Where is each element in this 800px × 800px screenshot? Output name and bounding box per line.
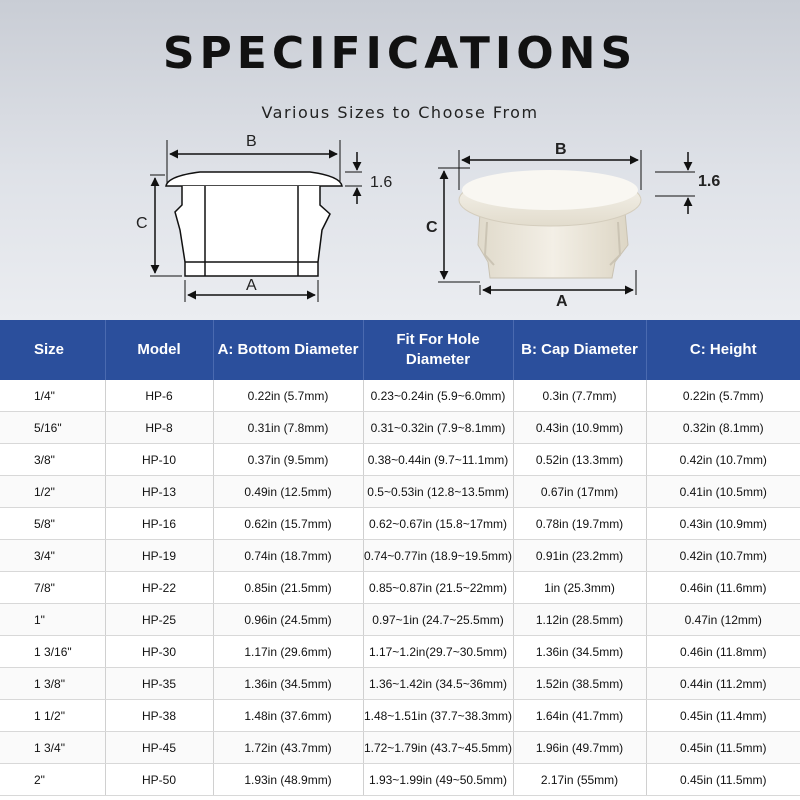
cell-bottom-diameter: 0.37in (9.5mm) <box>213 444 363 476</box>
cell-size: 1 3/16" <box>0 636 105 668</box>
cell-height: 0.22in (5.7mm) <box>646 380 800 412</box>
diagram-left-label-b: B <box>246 133 257 150</box>
cell-size: 3/4" <box>0 540 105 572</box>
table-row <box>0 508 800 540</box>
diagram-right-label-thickness: 1.6 <box>698 173 721 190</box>
diagram-left-label-a: A <box>246 277 257 294</box>
cell-bottom-diameter: 0.74in (18.7mm) <box>213 540 363 572</box>
column-header-size: Size <box>0 320 105 380</box>
cell-size: 3/8" <box>0 444 105 476</box>
cell-cap-diameter: 1.12in (28.5mm) <box>513 604 646 636</box>
cell-cap-diameter: 1.52in (38.5mm) <box>513 668 646 700</box>
table-row <box>0 476 800 508</box>
cell-cap-diameter: 0.43in (10.9mm) <box>513 412 646 444</box>
cell-size: 5/16" <box>0 412 105 444</box>
cell-size: 7/8" <box>0 572 105 604</box>
page-title: SPECIFICATIONS <box>162 28 638 79</box>
cell-size: 1 3/4" <box>0 732 105 764</box>
cell-hole-diameter: 0.38~0.44in (9.7~11.1mm) <box>363 444 513 476</box>
cell-height: 0.44in (11.2mm) <box>646 668 800 700</box>
cell-size: 1/2" <box>0 476 105 508</box>
cell-bottom-diameter: 0.31in (7.8mm) <box>213 412 363 444</box>
cell-bottom-diameter: 1.17in (29.6mm) <box>213 636 363 668</box>
cell-hole-diameter: 0.85~0.87in (21.5~22mm) <box>363 572 513 604</box>
cell-hole-diameter: 0.31~0.32in (7.9~8.1mm) <box>363 412 513 444</box>
cell-height: 0.45in (11.5mm) <box>646 732 800 764</box>
cell-height: 0.47in (12mm) <box>646 604 800 636</box>
table-row <box>0 700 800 732</box>
cell-model: HP-16 <box>105 508 213 540</box>
cell-cap-diameter: 0.52in (13.3mm) <box>513 444 646 476</box>
cell-model: HP-45 <box>105 732 213 764</box>
diagram-left-label-c: C <box>136 215 148 232</box>
cell-hole-diameter: 1.17~1.2in(29.7~30.5mm) <box>363 636 513 668</box>
cell-model: HP-38 <box>105 700 213 732</box>
cell-height: 0.46in (11.6mm) <box>646 572 800 604</box>
cell-size: 5/8" <box>0 508 105 540</box>
table-row <box>0 636 800 668</box>
cell-bottom-diameter: 0.49in (12.5mm) <box>213 476 363 508</box>
cell-height: 0.43in (10.9mm) <box>646 508 800 540</box>
cell-cap-diameter: 0.91in (23.2mm) <box>513 540 646 572</box>
cell-hole-diameter: 1.36~1.42in (34.5~36mm) <box>363 668 513 700</box>
specifications-table <box>0 320 800 796</box>
cell-height: 0.45in (11.4mm) <box>646 700 800 732</box>
cell-size: 1/4" <box>0 380 105 412</box>
column-header-height: C: Height <box>646 320 800 380</box>
cell-bottom-diameter: 0.22in (5.7mm) <box>213 380 363 412</box>
cell-hole-diameter: 0.74~0.77in (18.9~19.5mm) <box>363 540 513 572</box>
cell-height: 0.32in (8.1mm) <box>646 412 800 444</box>
cell-height: 0.41in (10.5mm) <box>646 476 800 508</box>
cell-model: HP-25 <box>105 604 213 636</box>
cell-hole-diameter: 1.72~1.79in (43.7~45.5mm) <box>363 732 513 764</box>
cell-bottom-diameter: 1.48in (37.6mm) <box>213 700 363 732</box>
cell-model: HP-10 <box>105 444 213 476</box>
cell-bottom-diameter: 1.72in (43.7mm) <box>213 732 363 764</box>
cell-model: HP-50 <box>105 764 213 796</box>
diagram-right-label-c: C <box>426 219 438 236</box>
cell-size: 1 3/8" <box>0 668 105 700</box>
cell-size: 1" <box>0 604 105 636</box>
diagram-left-label-thickness: 1.6 <box>370 174 393 191</box>
column-header-model: Model <box>105 320 213 380</box>
cell-model: HP-8 <box>105 412 213 444</box>
cell-model: HP-13 <box>105 476 213 508</box>
diagram-right-label-b: B <box>555 141 567 158</box>
cell-model: HP-22 <box>105 572 213 604</box>
cell-height: 0.42in (10.7mm) <box>646 444 800 476</box>
column-header-bottom-diameter: A: Bottom Diameter <box>213 320 363 380</box>
cell-bottom-diameter: 0.96in (24.5mm) <box>213 604 363 636</box>
cell-hole-diameter: 0.5~0.53in (12.8~13.5mm) <box>363 476 513 508</box>
table-header-row <box>0 320 800 380</box>
table-row <box>0 732 800 764</box>
cell-hole-diameter: 1.48~1.51in (37.7~38.3mm) <box>363 700 513 732</box>
table-row <box>0 668 800 700</box>
table-row <box>0 380 800 412</box>
cell-hole-diameter: 0.62~0.67in (15.8~17mm) <box>363 508 513 540</box>
cell-cap-diameter: 2.17in (55mm) <box>513 764 646 796</box>
cell-hole-diameter: 1.93~1.99in (49~50.5mm) <box>363 764 513 796</box>
diagram-right-label-a: A <box>556 293 568 310</box>
cell-size: 1 1/2" <box>0 700 105 732</box>
cell-height: 0.46in (11.8mm) <box>646 636 800 668</box>
cell-cap-diameter: 1in (25.3mm) <box>513 572 646 604</box>
cell-bottom-diameter: 0.62in (15.7mm) <box>213 508 363 540</box>
cell-cap-diameter: 1.96in (49.7mm) <box>513 732 646 764</box>
table-row <box>0 412 800 444</box>
cell-height: 0.42in (10.7mm) <box>646 540 800 572</box>
cell-cap-diameter: 1.64in (41.7mm) <box>513 700 646 732</box>
cell-bottom-diameter: 0.85in (21.5mm) <box>213 572 363 604</box>
table-row <box>0 572 800 604</box>
cell-height: 0.45in (11.5mm) <box>646 764 800 796</box>
dimension-diagrams <box>0 0 800 320</box>
cell-cap-diameter: 1.36in (34.5mm) <box>513 636 646 668</box>
column-header-cap-diameter: B: Cap Diameter <box>513 320 646 380</box>
cell-cap-diameter: 0.78in (19.7mm) <box>513 508 646 540</box>
table-row <box>0 604 800 636</box>
cell-hole-diameter: 0.23~0.24in (5.9~6.0mm) <box>363 380 513 412</box>
column-header-fit-for-hole-diameter: Fit For Hole Diameter <box>363 320 513 380</box>
cell-hole-diameter: 0.97~1in (24.7~25.5mm) <box>363 604 513 636</box>
cell-bottom-diameter: 1.36in (34.5mm) <box>213 668 363 700</box>
cell-size: 2" <box>0 764 105 796</box>
table-row <box>0 444 800 476</box>
table-row <box>0 540 800 572</box>
cell-model: HP-19 <box>105 540 213 572</box>
cell-model: HP-6 <box>105 380 213 412</box>
hole-plug-product-image <box>459 170 641 278</box>
cell-model: HP-35 <box>105 668 213 700</box>
cell-model: HP-30 <box>105 636 213 668</box>
table-row <box>0 764 800 796</box>
page-subtitle: Various Sizes to Choose From <box>261 103 539 122</box>
cell-bottom-diameter: 1.93in (48.9mm) <box>213 764 363 796</box>
cell-cap-diameter: 0.3in (7.7mm) <box>513 380 646 412</box>
cell-cap-diameter: 0.67in (17mm) <box>513 476 646 508</box>
